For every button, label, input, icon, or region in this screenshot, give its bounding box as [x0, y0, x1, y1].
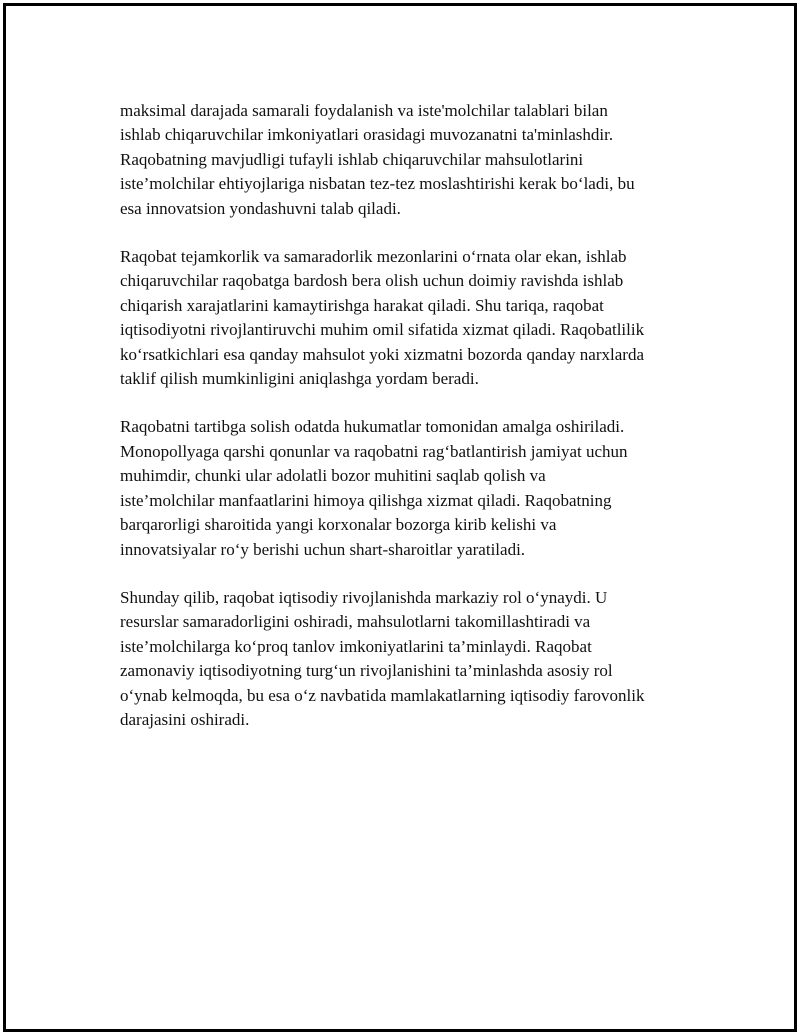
page-frame — [3, 3, 797, 1032]
text-line: Raqobatning mavjudligi tufayli ishlab chiqaruvchilar mahsulotlarini — [120, 149, 584, 169]
text-line: chiqarish xarajatlarini kamaytirishga harakat qiladi. Shu tariqa, raqobat — [120, 295, 604, 315]
text-line: Shunday qilib, raqobat iqtisodiy rivojlanishda markaziy rol o‘ynaydi. U — [120, 587, 608, 607]
text-line: Monopollyaga qarshi qonunlar va raqobatni rag‘batlantirish jamiyat uchun — [120, 441, 628, 461]
text-line: Raqobat tejamkorlik va samaradorlik mezonlarini o‘rnata olar ekan, ishlab — [120, 247, 627, 267]
paragraph-4 — [120, 586, 700, 732]
text-line: darajasini oshiradi. — [120, 709, 250, 729]
text-line: resurslar samaradorligini oshiradi, mahsulotlarni takomillashtiradi va — [120, 612, 591, 632]
text-line: chiqaruvchilar raqobatga bardosh bera olish uchun doimiy ravishda ishlab — [120, 271, 624, 291]
text-line: muhimdir, chunki ular adolatli bozor muhitini saqlab qolish va — [120, 466, 546, 486]
text-line: ko‘rsatkichlari esa qanday mahsulot yoki xizmatni bozorda qanday narxlarda — [120, 344, 644, 364]
text-line: Raqobatni tartibga solish odatda hukumatlar tomonidan amalga oshiriladi. — [120, 417, 625, 437]
text-line: iste’molchilar ehtiyojlariga nisbatan tez-tez moslashtirishi kerak bo‘ladi, bu — [120, 174, 635, 194]
text-line: maksimal darajada samarali foydalanish va iste'molchilar talablari bilan — [120, 101, 608, 120]
text-line: iste’molchilarga ko‘proq tanlov imkoniyatlarini ta’minlaydi. Raqobat — [120, 636, 592, 656]
document-body — [120, 99, 700, 756]
text-line: iqtisodiyotni rivojlantiruvchi muhim omil sifatida xizmat qiladi. Raqobatlilik — [120, 320, 645, 340]
text-line: ishlab chiqaruvchilar imkoniyatlari orasidagi muvozanatni ta'minlashdir. — [120, 125, 614, 145]
paragraph-1 — [120, 99, 700, 221]
text-line: esa innovatsion yondashuvni talab qiladi. — [120, 198, 401, 218]
paragraph-3 — [120, 415, 700, 561]
paragraph-2 — [120, 245, 700, 391]
text-line: innovatsiyalar ro‘y berishi uchun shart-sharoitlar yaratiladi. — [120, 539, 526, 559]
text-line: o‘ynab kelmoqda, bu esa o‘z navbatida mamlakatlarning iqtisodiy farovonlik — [120, 685, 645, 705]
text-line: barqarorligi sharoitida yangi korxonalar bozorga kirib kelishi va — [120, 515, 557, 535]
text-line: taklif qilish mumkinligini aniqlashga yordam beradi. — [120, 369, 479, 389]
text-line: zamonaviy iqtisodiyotning turg‘un rivojlanishini ta’minlashda asosiy rol — [120, 661, 613, 681]
text-line: iste’molchilar manfaatlarini himoya qilishga xizmat qiladi. Raqobatning — [120, 490, 612, 510]
